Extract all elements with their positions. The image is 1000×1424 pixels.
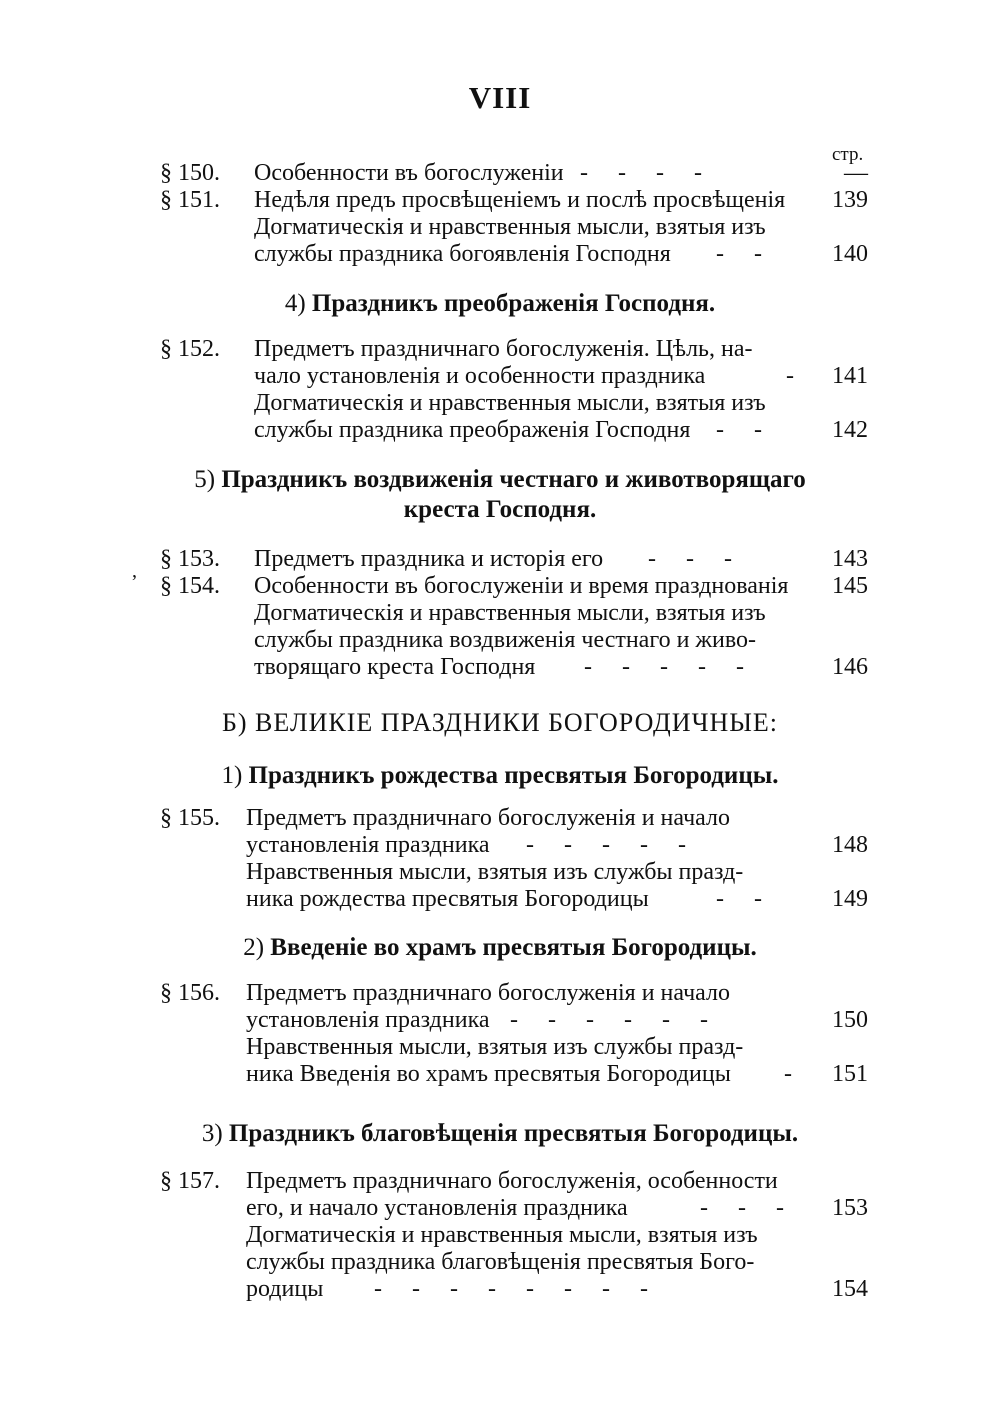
- entry-line: Нравственныя мысли, взятыя изъ службы празд-: [246, 859, 744, 885]
- entry-line: его, и начало установленія праздника: [246, 1195, 628, 1221]
- section-number: § 157.: [160, 1168, 220, 1194]
- heading-number: 5): [194, 466, 216, 493]
- entry-line: Предметъ праздничнаго богослуженія. Цѣль, на-: [254, 336, 753, 362]
- heading-number: 1): [221, 762, 243, 789]
- entry-line: Предметъ праздничнаго богослуженія и начало: [246, 980, 730, 1006]
- section-number: § 152.: [160, 336, 220, 362]
- section-number: § 154.: [160, 573, 220, 599]
- part-heading: Б) ВЕЛИКІЕ ПРАЗДНИКИ БОГОРОДИЧНЫЕ:: [221, 708, 779, 737]
- entry-line: творящаго креста Господня: [254, 654, 536, 680]
- section-heading-4: [0, 290, 1000, 318]
- entry-line: чало установленія и особенности праздника: [254, 363, 706, 389]
- leader-dashes: - - - - -: [584, 654, 744, 680]
- page-number: VIII: [468, 80, 532, 115]
- entry-line: службы праздника богоявленія Господня: [254, 241, 671, 267]
- entry-line: Догматическія и нравственныя мысли, взятыя изъ: [254, 390, 766, 416]
- leader-dashes: - - - -: [580, 160, 702, 186]
- leader-dashes: - - -: [648, 546, 732, 572]
- section-number: § 151.: [160, 187, 220, 213]
- heading-title: Введеніе во храмъ пресвятыя Богородицы.: [270, 934, 757, 961]
- leader-dashes: - - - - -: [526, 832, 686, 858]
- heading-number: 4): [284, 290, 306, 317]
- page-ref: 145: [832, 573, 868, 599]
- section-heading-b2: [0, 934, 1000, 962]
- entry-line: установленія праздника: [246, 832, 490, 858]
- entry-line: родицы: [246, 1276, 324, 1302]
- section-heading-b1: [0, 762, 1000, 790]
- entry-line: Недѣля предъ просвѣщеніемъ и послѣ просвѣщенія: [254, 187, 786, 213]
- heading-title: Праздникъ преображенія Господня.: [311, 290, 716, 317]
- heading-title: креста Господня.: [403, 496, 597, 523]
- entry-line: ника рождества пресвятыя Богородицы: [246, 886, 649, 912]
- page-ref: 151: [832, 1061, 868, 1087]
- heading-title: Праздникъ благовѣщенія пресвятыя Богородицы.: [228, 1120, 799, 1147]
- entry-line: Догматическія и нравственныя мысли, взятыя изъ: [246, 1222, 758, 1248]
- entry-line: Предметъ праздника и исторія его: [254, 546, 604, 572]
- leader-dashes: -: [786, 363, 794, 389]
- leader-dashes: - -: [716, 417, 762, 443]
- entry-line: Предметъ праздничнаго богослуженія, особенности: [246, 1168, 778, 1194]
- heading-number: 2): [243, 934, 265, 961]
- entry-line: Догматическія и нравственныя мысли, взятыя изъ: [254, 214, 766, 240]
- stray-mark: ,: [132, 560, 137, 582]
- entry-line: Особенности въ богослуженіи: [254, 160, 564, 186]
- page-ref: 149: [832, 886, 868, 912]
- page-ref: 142: [832, 417, 868, 443]
- page-ref: 146: [832, 654, 868, 680]
- page-ref: 153: [832, 1195, 868, 1221]
- section-heading-5: [0, 466, 1000, 494]
- section-number: § 153.: [160, 546, 220, 572]
- page-ref: 141: [832, 363, 868, 389]
- heading-title: Праздникъ рождества пресвятыя Богородицы.: [248, 762, 779, 789]
- entry-line: Догматическія и нравственныя мысли, взятыя изъ: [254, 600, 766, 626]
- entry-line: службы праздника преображенія Господня: [254, 417, 691, 443]
- heading-number: 3): [201, 1120, 223, 1147]
- leader-dashes: -: [784, 1061, 792, 1087]
- section-number: § 156.: [160, 980, 220, 1006]
- leader-dashes: - -: [716, 886, 762, 912]
- page-column-label: стр.: [832, 144, 864, 165]
- entry-line: Нравственныя мысли, взятыя изъ службы празд-: [246, 1034, 744, 1060]
- page-ref: 150: [832, 1007, 868, 1033]
- page-ref: —: [844, 160, 868, 186]
- page-ref: 148: [832, 832, 868, 858]
- entry-line: службы праздника благовѣщенія пресвятыя Бого-: [246, 1249, 755, 1275]
- section-heading-b3: [0, 1120, 1000, 1148]
- page-ref: 140: [832, 241, 868, 267]
- section-number: § 155.: [160, 805, 220, 831]
- page-ref: 139: [832, 187, 868, 213]
- section-heading-5-line-2: [0, 496, 1000, 524]
- section-number: § 150.: [160, 160, 220, 186]
- entry-line: Предметъ праздничнаго богослуженія и начало: [246, 805, 730, 831]
- entry-line: установленія праздника: [246, 1007, 490, 1033]
- leader-dashes: - -: [716, 241, 762, 267]
- page-ref: 143: [832, 546, 868, 572]
- entry-line: Особенности въ богослуженіи и время празднованія: [254, 573, 789, 599]
- page-ref: 154: [832, 1276, 868, 1302]
- entry-line: службы праздника воздвиженія честнаго и живо-: [254, 627, 757, 653]
- leader-dashes: - - - - - -: [510, 1007, 708, 1033]
- entry-line: ника Введенія во храмъ пресвятыя Богородицы: [246, 1061, 731, 1087]
- leader-dashes: - - -: [700, 1195, 784, 1221]
- leader-dashes: - - - - - - - -: [374, 1276, 648, 1302]
- heading-title: Праздникъ воздвиженія честнаго и животворящаго: [221, 466, 806, 493]
